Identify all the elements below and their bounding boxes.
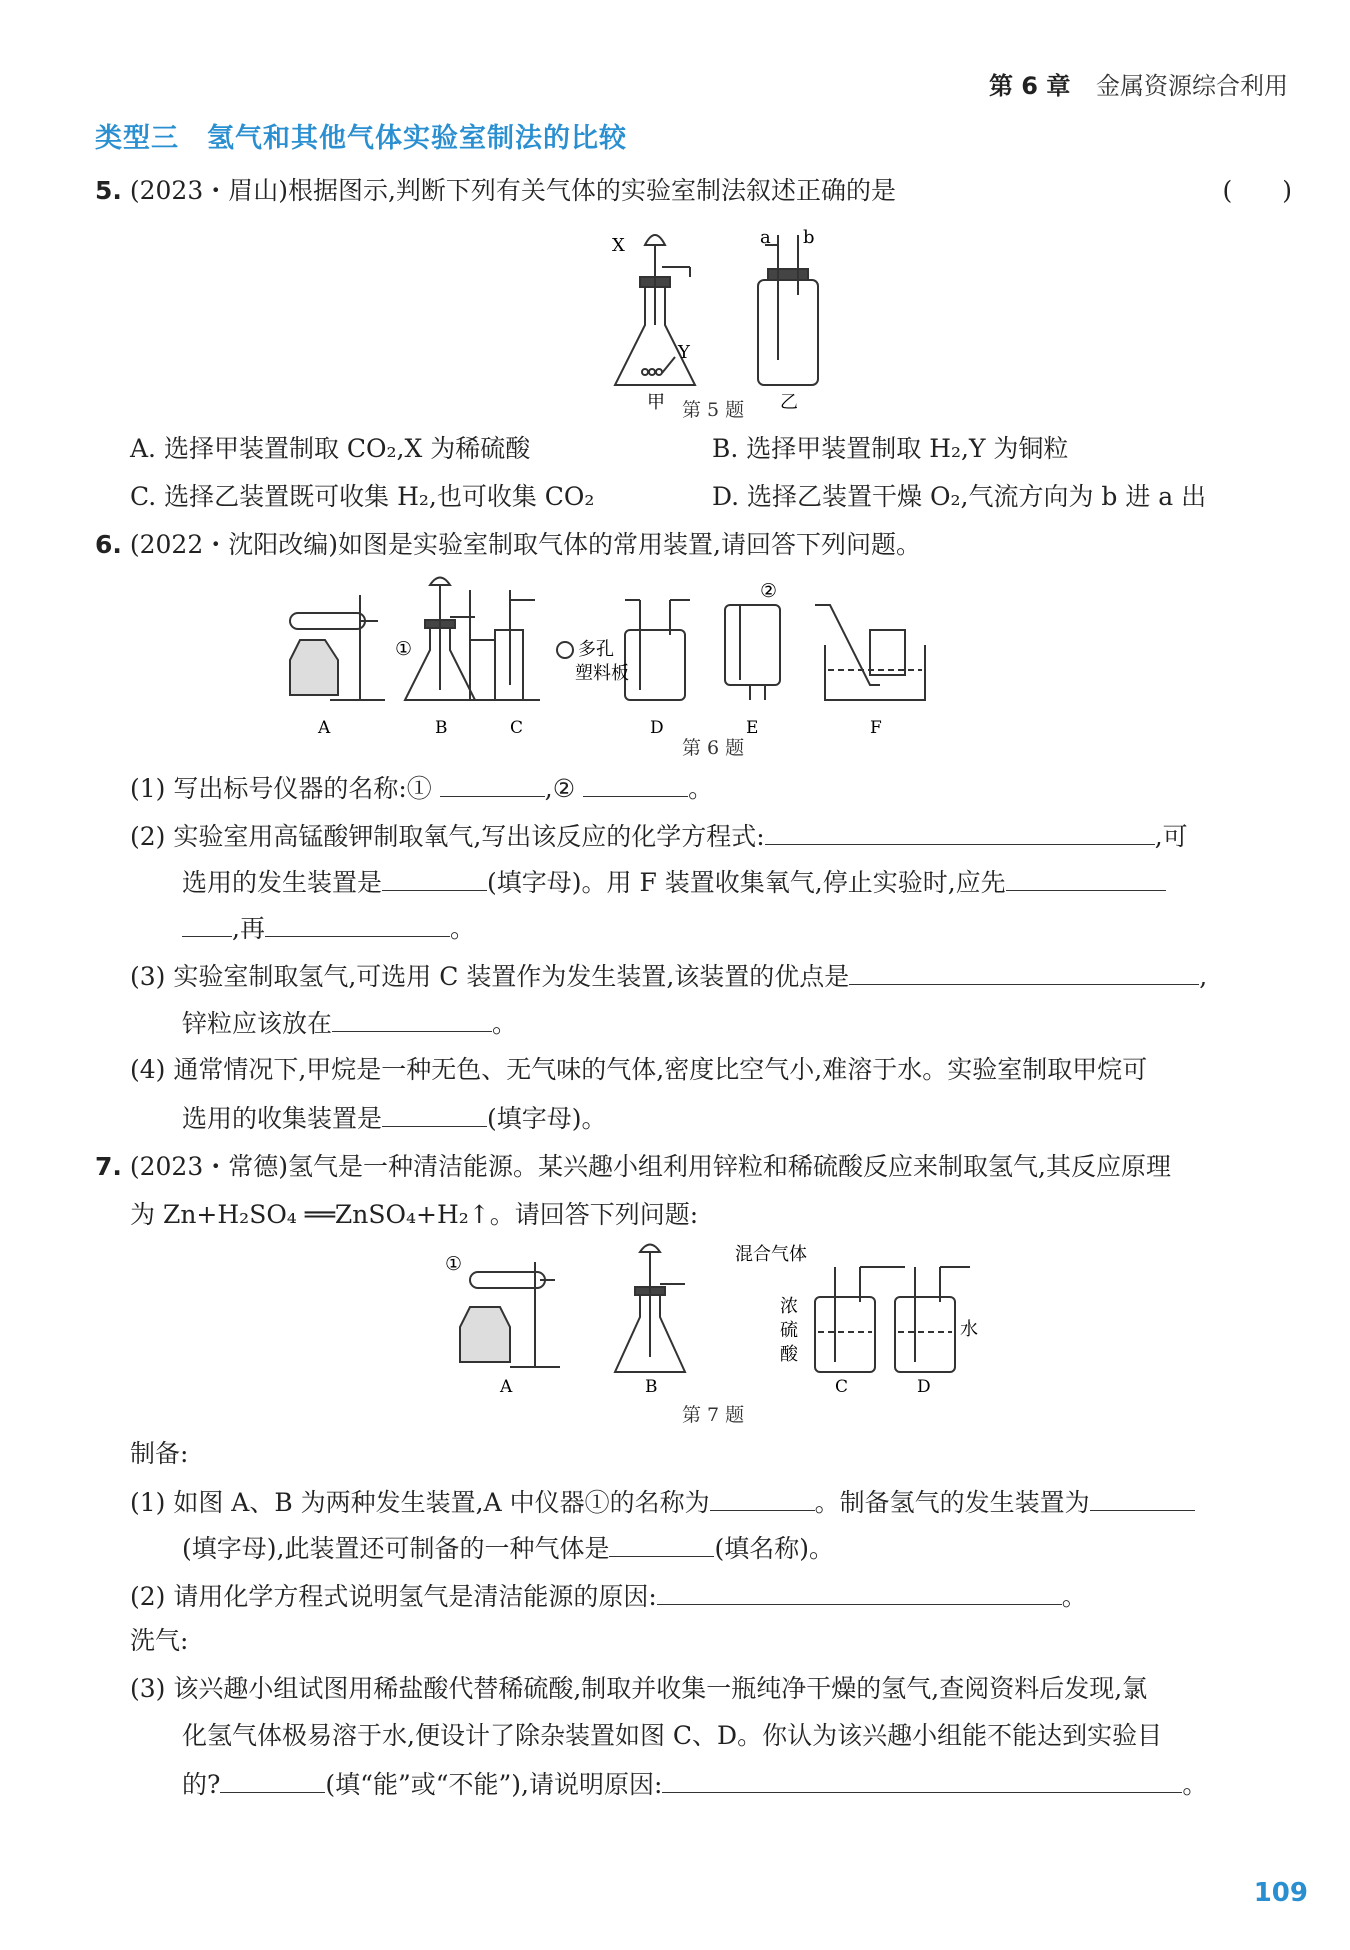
q6-blank-device[interactable] (382, 864, 487, 891)
label-7c: C (835, 1377, 849, 1397)
q7-p1-text: (1) 如图 A、B 为两种发生装置,A 中仪器①的名称为 (130, 1488, 710, 1517)
label-6d: D (650, 718, 664, 738)
label-7a: A (500, 1377, 513, 1397)
q7-p2-text: (2) 请用化学方程式说明氢气是清洁能源的原因: (130, 1582, 657, 1611)
q7-part1-l2 (182, 1530, 834, 1566)
q7-blank-device[interactable] (1090, 1484, 1195, 1511)
q5-caption: 第 5 题 (682, 399, 745, 421)
label-jia: 甲 (647, 392, 665, 413)
q6-blank-1[interactable] (440, 770, 545, 797)
q6-part4-l2 (182, 1100, 607, 1136)
apparatus-7b (615, 1245, 685, 1373)
acid-label-1: 浓 (780, 1296, 798, 1317)
q6-p1-end: 。 (688, 774, 714, 803)
label-6e: E (746, 718, 759, 738)
q7-part3-l1: (3) 该兴趣小组试图用稀盐酸代替稀硫酸,制取并收集一瓶纯净干燥的氢气,查阅资料后发现,氯 (130, 1674, 1148, 1703)
q6-p3-end: 。 (492, 1009, 518, 1038)
apparatus-7a (460, 1262, 560, 1367)
q7-prep-heading: 制备: (130, 1439, 189, 1468)
bottle-yi (758, 235, 818, 385)
acid-label-2: 硫 (780, 1320, 798, 1341)
q6-part2-l1 (130, 818, 1188, 854)
label-6f: F (870, 718, 882, 738)
q6-blank-equation[interactable] (765, 818, 1155, 845)
q7-p3-text: 的? (182, 1770, 221, 1799)
q6-blank-2[interactable] (583, 770, 688, 797)
q6-part3-l1 (130, 958, 1207, 994)
q6-p1-mid: ,② (544, 774, 576, 803)
label-y: Y (678, 342, 690, 363)
page-number: 109 (1253, 1878, 1308, 1908)
label-b: b (803, 227, 815, 248)
q7-wash-heading: 洗气: (130, 1626, 189, 1655)
q6-blank-collect[interactable] (382, 1100, 487, 1127)
label-6b: B (435, 718, 448, 738)
q6-p4-text: 选用的收集装置是 (182, 1104, 383, 1133)
q7-blank-gas[interactable] (609, 1530, 714, 1557)
q6-stem-text: (2022・沈阳改编)如图是实验室制取气体的常用装置,请回答下列问题。 (129, 530, 921, 559)
apparatus-c (460, 590, 573, 700)
q5-option-c: C. 选择乙装置既可收集 H₂,也可收集 CO₂ (130, 482, 595, 511)
q5-option-a: A. 选择甲装置制取 CO₂,X 为稀硫酸 (130, 434, 531, 463)
q5-option-d: D. 选择乙装置干燥 O₂,气流方向为 b 进 a 出 (712, 482, 1207, 511)
q5-stem-text: (2023・眉山)根据图示,判断下列有关气体的实验室制法叙述正确的是 (129, 176, 896, 205)
marker-6-1: ① (395, 638, 413, 660)
q6-figure (270, 575, 1140, 738)
q5-option-b: B. 选择甲装置制取 H₂,Y 为铜粒 (712, 434, 1069, 463)
apparatus-d (625, 600, 690, 700)
chapter-label: 第 6 章 (988, 72, 1071, 100)
q6-part1 (130, 770, 713, 806)
marker-7-1: ① (445, 1253, 463, 1275)
q7-part3-l3 (182, 1766, 1207, 1802)
q6-p3-text2: 锌粒应该放在 (182, 1009, 333, 1038)
label-7d: D (917, 1377, 931, 1397)
q6-blank-then[interactable] (265, 910, 450, 937)
q6-p2-end: 。 (449, 914, 475, 943)
running-header (989, 66, 1288, 101)
label-yi: 乙 (780, 392, 798, 413)
q5-stem (95, 174, 1295, 208)
q6-caption: 第 6 题 (682, 737, 745, 759)
q6-part2-l3 (182, 910, 475, 946)
apparatus-a (290, 595, 385, 700)
q6-p2-text: (2) 实验室用高锰酸钾制取氧气,写出该反应的化学方程式: (130, 822, 765, 851)
q7-stem-line2: 为 Zn+H₂SO₄ ══ZnSO₄+H₂↑。请回答下列问题: (130, 1200, 699, 1229)
q7-figure (440, 1242, 1000, 1402)
q6-blank-first-cont[interactable] (182, 910, 232, 937)
q7-p3-end: 。 (1182, 1770, 1208, 1799)
apparatus-b (405, 578, 475, 701)
q7-number: 7. (95, 1152, 122, 1181)
q5-answer-paren: ( ) (1222, 176, 1292, 205)
q7-stem (95, 1150, 1171, 1184)
label-7b: B (645, 1377, 658, 1397)
water-label: 水 (960, 1319, 978, 1340)
apparatus-e (725, 605, 780, 700)
q6-p2-text4: ,再 (232, 914, 265, 943)
q6-stem (95, 528, 921, 562)
mixed-gas-label: 混合气体 (735, 1244, 807, 1265)
q6-p2-tail: ,可 (1154, 822, 1188, 851)
q7-p1-text3: (填字母),此装置还可制备的一种气体是 (182, 1534, 610, 1563)
section-title: 类型三 氢气和其他气体实验室制法的比较 (95, 123, 627, 154)
q6-blank-first[interactable] (1006, 864, 1166, 891)
q7-part2 (130, 1578, 1087, 1614)
q6-p3-text: (3) 实验室制取氢气,可选用 C 装置作为发生装置,该装置的优点是 (130, 962, 850, 991)
q6-p4-end: (填字母)。 (487, 1104, 607, 1133)
q6-p2-text3: (填字母)。用 F 装置收集氧气,停止实验时,应先 (487, 868, 1006, 897)
q7-stem-text: (2023・常德)氢气是一种清洁能源。某兴趣小组利用锌粒和稀硫酸反应来制取氢气,其反应原理 (129, 1152, 1171, 1181)
q7-blank-can[interactable] (220, 1766, 325, 1793)
q6-part4-l1: (4) 通常情况下,甲烷是一种无色、无气味的气体,密度比空气小,难溶于水。实验室制取甲烷可 (130, 1055, 1148, 1084)
plate-label-2: 塑料板 (575, 663, 629, 684)
q6-p2-text2: 选用的发生装置是 (182, 868, 383, 897)
label-x: X (612, 235, 625, 256)
marker-6-2: ② (760, 580, 778, 602)
q7-blank-reason[interactable] (662, 1766, 1182, 1793)
q6-p3-tail: , (1199, 962, 1208, 991)
chapter-title: 金属资源综合利用 (1096, 72, 1288, 100)
q6-part2-l2 (182, 864, 1166, 900)
q7-part1-l1 (130, 1484, 1195, 1520)
q7-p2-end: 。 (1061, 1582, 1087, 1611)
q7-blank-equation[interactable] (657, 1578, 1062, 1605)
q6-blank-advantage[interactable] (849, 958, 1199, 985)
q6-blank-zinc[interactable] (332, 1005, 492, 1032)
q7-p1-text2: 。制备氢气的发生装置为 (814, 1488, 1090, 1517)
q6-number: 6. (95, 530, 122, 559)
apparatus-f (815, 605, 925, 700)
q7-blank-instrument[interactable] (710, 1484, 815, 1511)
q5-number: 5. (95, 176, 122, 205)
q7-p3-text2: (填“能”或“不能”),请说明原因: (325, 1770, 663, 1799)
q7-part3-l2: 化氢气体极易溶于水,便设计了除杂装置如图 C、D。你认为该兴趣小组能不能达到实验目 (182, 1721, 1163, 1750)
apparatus-7c (815, 1267, 905, 1372)
acid-label-3: 酸 (780, 1344, 798, 1365)
label-6a: A (318, 718, 331, 738)
label-6c: C (510, 718, 524, 738)
label-a: a (760, 227, 771, 248)
apparatus-7d (895, 1267, 970, 1372)
plate-label-1: 多孔 (578, 639, 614, 660)
q6-part3-l2 (182, 1005, 517, 1041)
q7-p1-end: (填名称)。 (714, 1534, 834, 1563)
q7-caption: 第 7 题 (682, 1404, 745, 1426)
q6-p1-text: (1) 写出标号仪器的名称:① (130, 774, 432, 803)
